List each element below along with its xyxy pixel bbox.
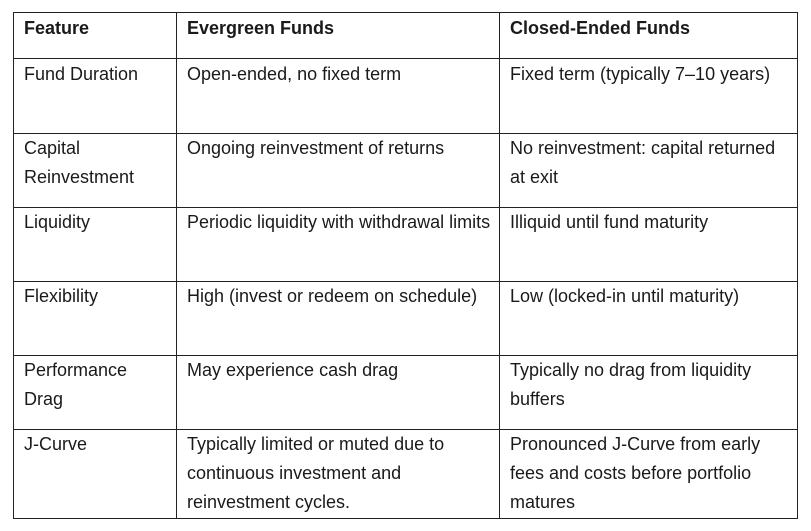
feature-cell: Performance Drag — [14, 356, 177, 430]
feature-cell: Capital Reinvestment — [14, 134, 177, 208]
comparison-table — [13, 12, 798, 519]
evergreen-cell: Periodic liquidity with withdrawal limits — [177, 208, 500, 282]
header-closed-ended-funds: Closed-Ended Funds — [500, 13, 798, 59]
feature-cell: Fund Duration — [14, 59, 177, 134]
closed-ended-cell: Pronounced J-Curve from early fees and costs before portfolio matures — [500, 430, 798, 519]
evergreen-cell: High (invest or redeem on schedule) — [177, 282, 500, 356]
table-row — [14, 134, 798, 208]
header-evergreen-funds: Evergreen Funds — [177, 13, 500, 59]
closed-ended-cell: Fixed term (typically 7–10 years) — [500, 59, 798, 134]
table-header-row — [14, 13, 798, 59]
closed-ended-cell: Illiquid until fund maturity — [500, 208, 798, 282]
feature-cell: J-Curve — [14, 430, 177, 519]
closed-ended-cell: No reinvestment: capital returned at exit — [500, 134, 798, 208]
table-row — [14, 356, 798, 430]
table-row — [14, 282, 798, 356]
table-row — [14, 430, 798, 519]
closed-ended-cell: Low (locked-in until maturity) — [500, 282, 798, 356]
header-feature: Feature — [14, 13, 177, 59]
evergreen-cell: Open-ended, no fixed term — [177, 59, 500, 134]
table-row — [14, 208, 798, 282]
closed-ended-cell: Typically no drag from liquidity buffers — [500, 356, 798, 430]
evergreen-cell: May experience cash drag — [177, 356, 500, 430]
evergreen-cell: Ongoing reinvestment of returns — [177, 134, 500, 208]
evergreen-cell: Typically limited or muted due to continuous investment and reinvestment cycles. — [177, 430, 500, 519]
table-row — [14, 59, 798, 134]
feature-cell: Flexibility — [14, 282, 177, 356]
feature-cell: Liquidity — [14, 208, 177, 282]
